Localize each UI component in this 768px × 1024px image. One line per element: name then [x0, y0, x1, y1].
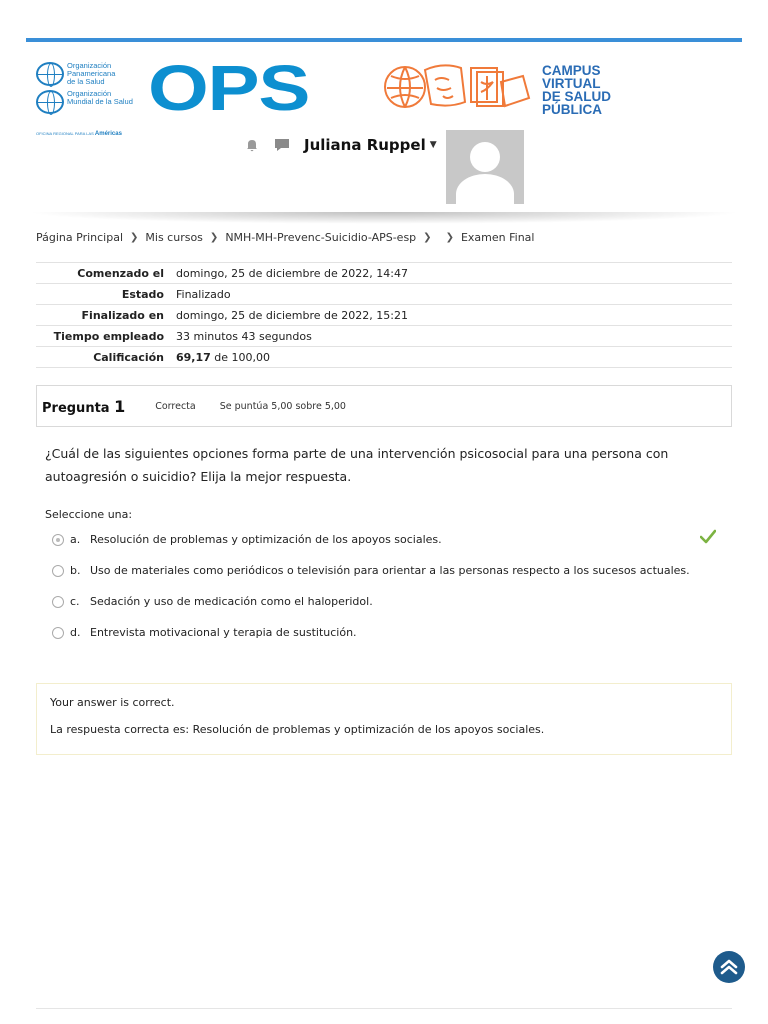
paho-who-logo[interactable] [36, 61, 148, 137]
campus-line: VIRTUAL [542, 76, 601, 91]
check-icon [700, 528, 716, 544]
summary-value: 33 minutos 43 segundos [170, 326, 732, 347]
header-shadow [26, 212, 742, 224]
bell-icon[interactable] [244, 137, 260, 153]
table-row [36, 263, 732, 284]
chevron-right-icon: ❯ [445, 232, 454, 243]
campus-line: PÚBLICA [542, 102, 602, 117]
table-row [36, 284, 732, 305]
summary-value [170, 347, 732, 368]
breadcrumb-exam[interactable]: Examen Final [460, 231, 535, 244]
summary-label: Finalizado en [36, 305, 170, 326]
radio-button[interactable] [52, 627, 64, 639]
answer-prompt: Seleccione una: [45, 508, 133, 521]
summary-value: domingo, 25 de diciembre de 2022, 15:21 [170, 305, 732, 326]
summary-label: Calificación [36, 347, 170, 368]
globe-icon [36, 62, 64, 86]
option-letter: a. [70, 533, 81, 546]
table-row [36, 326, 732, 347]
option-letter: b. [70, 564, 81, 577]
question-state: Correcta [155, 400, 196, 412]
question-number [42, 397, 125, 416]
table-row [36, 347, 732, 368]
campus-illustration-logo [383, 62, 533, 112]
chevron-right-icon: ❯ [423, 232, 432, 243]
page-header [26, 42, 742, 217]
ops-logo-text: OPS [148, 52, 310, 124]
grade-total: de 100,00 [210, 350, 271, 364]
table-row [36, 305, 732, 326]
summary-value: Finalizado [170, 284, 732, 305]
org2-name: Organización Mundial de la Salud [67, 89, 133, 106]
user-menu [244, 136, 437, 154]
answer-option[interactable] [52, 564, 722, 577]
answer-option[interactable] [52, 626, 722, 639]
org-small: OFICINA REGIONAL PARA LAS [36, 131, 94, 136]
option-text: Sedación y uso de medicación como el haloperidol. [90, 595, 373, 608]
campus-line: DE SALUD [542, 89, 612, 104]
option-letter: d. [70, 626, 81, 639]
radio-button[interactable] [52, 534, 64, 546]
answer-option[interactable] [52, 533, 722, 546]
breadcrumb-my-courses[interactable]: Mis cursos [145, 231, 203, 244]
summary-value: domingo, 25 de diciembre de 2022, 14:47 [170, 263, 732, 284]
back-to-top-button[interactable] [713, 951, 745, 983]
question-index: 1 [114, 396, 126, 416]
question-info-box [36, 385, 732, 427]
chevron-right-icon: ❯ [130, 232, 139, 243]
option-text: Resolución de problemas y optimización de los apoyos sociales. [90, 533, 442, 546]
org1-name: Organización Panamericana de la Salud [67, 61, 116, 86]
user-name[interactable]: Juliana Ruppel [304, 136, 426, 154]
footer-divider [36, 1008, 732, 1009]
chevron-up-icon [719, 957, 739, 977]
summary-label: Tiempo empleado [36, 326, 170, 347]
breadcrumb [36, 231, 534, 244]
option-text: Entrevista motivacional y terapia de sustitución. [90, 626, 357, 639]
question-prefix: Pregunta [42, 400, 110, 416]
campus-line: CAMPUS [542, 63, 601, 78]
feedback-right-answer: La respuesta correcta es: Resolución de problemas y optimización de los apoyos sociales. [50, 723, 545, 736]
grade-score: 69,17 [176, 350, 211, 364]
question-grade: Se puntúa 5,00 sobre 5,00 [219, 400, 346, 412]
summary-label: Comenzado el [36, 263, 170, 284]
answer-option[interactable] [52, 595, 722, 608]
campus-title [542, 64, 632, 116]
feedback-status: Your answer is correct. [50, 696, 175, 709]
option-text: Uso de materiales como periódicos o televisión para orientar a las personas respecto a los sucesos actuales. [90, 564, 690, 577]
chat-icon[interactable] [274, 137, 290, 153]
org-region: Américas [94, 131, 122, 137]
radio-button[interactable] [52, 596, 64, 608]
summary-label: Estado [36, 284, 170, 305]
feedback-box [36, 683, 732, 755]
breadcrumb-home[interactable]: Página Principal [36, 231, 124, 244]
attempt-summary-table [36, 262, 732, 368]
chevron-right-icon: ❯ [209, 232, 219, 243]
avatar[interactable] [446, 130, 524, 204]
option-letter: c. [70, 595, 80, 608]
breadcrumb-course[interactable]: NMH-MH-Prevenc-Suicidio-APS-esp [225, 231, 417, 244]
radio-button[interactable] [52, 565, 64, 577]
question-text: ¿Cuál de las siguientes opciones forma parte de una intervención psicosocial para una persona con autoagresión o suicidio? Elija la mejor respuesta. [45, 446, 669, 484]
caret-down-icon[interactable]: ▼ [429, 140, 437, 150]
globe-icon [36, 90, 64, 114]
